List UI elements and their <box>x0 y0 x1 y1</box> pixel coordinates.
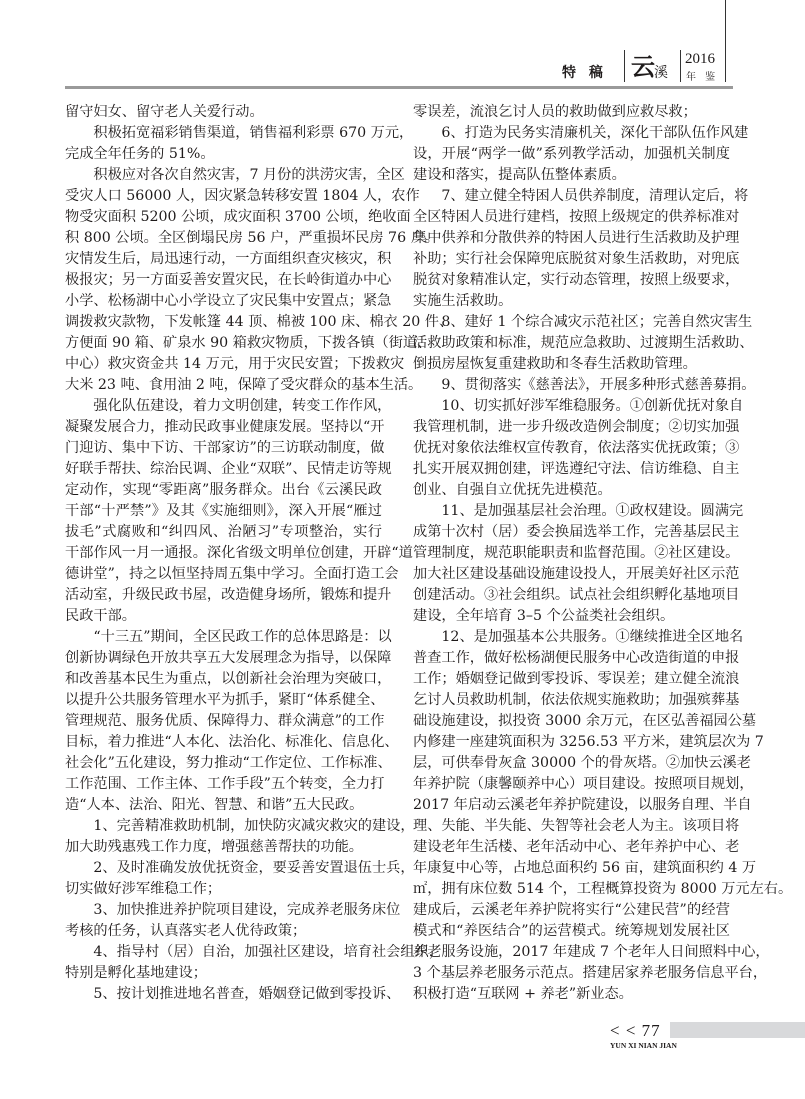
text-line: 养老服务设施，2017 年建成 7 个老年人日间照料中心， <box>413 944 770 960</box>
text-line: 切实做好涉军维稳工作； <box>65 881 222 897</box>
text-line: 以提升公共服务管理水平为抓手，紧盯“体系健全、 <box>65 692 385 708</box>
text-line: 凝聚发展合力，推动民政事业健康发展。坚持以“开 <box>65 419 385 435</box>
text-line: 大米 23 吨、食用油 2 吨，保障了受灾群众的基本生活。 <box>65 377 423 393</box>
text-line: 建设老年生活楼、老年活动中心、老年养护中心、老 <box>413 839 740 855</box>
text-line: 7、建立健全特困人员供养制度，清理认定后，将 <box>441 188 749 204</box>
text-line: 优抚对象依法维权宣传教育，依法落实优抚政策；③ <box>413 440 740 456</box>
section-label: 特 稿 <box>562 65 607 81</box>
text-line: 积 800 公顷。全区倒塌民房 56 户，严重损坏民房 76 户。 <box>65 230 439 246</box>
text-line: 补助；实行社会保障兜底脱贫对象生活救助，对兜底 <box>413 251 740 267</box>
text-line: 定动作，实现“零距离”服务群众。出台《云溪民政 <box>65 482 382 498</box>
text-line: 实施生活救助。 <box>413 293 513 309</box>
right-column <box>413 102 793 1005</box>
text-line: 小学、松杨湖中心小学设立了灾民集中安置点；紧急 <box>65 293 392 309</box>
text-line: 集中供养和分散供养的特困人员进行生活救助及护理 <box>413 230 740 246</box>
text-line: 10、切实抓好涉军维稳服务。①创新优抚对象自 <box>441 398 744 414</box>
paragraph <box>65 102 382 123</box>
text-line: 5、按计划推进地名普查，婚姻登记做到零投诉、 <box>93 986 401 1002</box>
text-line: 方便面 90 箱、矿泉水 90 箱救灾物质，下拨各镇（街道、 <box>65 335 432 351</box>
text-line: 内修建一座建筑面积为 3256.53 平方米，建筑层次为 7 <box>413 734 764 750</box>
text-line: 工作；婚姻登记做到零投诉、零误差；建立健全流浪 <box>413 671 740 687</box>
text-line: 拔毛”式腐败和“纠四风、治陋习”专项整治，实行 <box>65 524 382 540</box>
text-line: 础设施建设，拟投资 3000 余万元，在区弘善福园公墓 <box>413 713 757 729</box>
text-line: 普查工作，做好松杨湖便民服务中心改造街道的申报 <box>413 650 740 666</box>
text-line: 设，开展“两学一做”系列教学活动，加强机关制度 <box>413 146 730 162</box>
text-line: 积极应对各次自然灾害，7 月份的洪涝灾害，全区 <box>93 167 405 183</box>
text-line: 倒损房屋恢复重建救助和冬春生活救助管理。 <box>413 356 697 372</box>
paragraph <box>413 627 793 1005</box>
text-line: 加大社区建设基础设施建设投人，开展美好社区示范 <box>413 566 740 582</box>
logo-xi: 溪 <box>654 65 668 81</box>
text-line: 物受灾面积 5200 公顷，成灾面积 3700 公顷，绝收面 <box>65 209 411 225</box>
text-line: 11、是加强基层社会治理。①政权建设。圆满完 <box>441 503 744 519</box>
text-line: 6、打造为民务实清廉机关，深化干部队伍作风建 <box>441 125 749 141</box>
header-divider <box>725 0 726 82</box>
text-line: 积极打造“互联网 + 养老”新业态。 <box>413 986 633 1002</box>
paragraph <box>413 396 744 501</box>
header-divider <box>624 50 625 82</box>
paragraph <box>65 816 415 858</box>
text-line: 管理制度，规范职能职责和监督范围。②社区建设。 <box>413 545 740 561</box>
text-line: ㎡，拥有床位数 514 个，工程概算投资为 8000 万元左右。 <box>413 881 793 897</box>
paragraph <box>65 627 399 816</box>
text-line: 中心）救灾资金共 14 万元，用于灾民安置；下拨救灾 <box>65 356 405 372</box>
text-line: 扎实开展双拥创建，评选遵纪守法、信访维稳、自主 <box>413 461 740 477</box>
text-line: 3、加快推进养护院项目建设，完成养老服务床位 <box>93 902 401 918</box>
paragraph <box>65 984 401 1005</box>
paragraph <box>65 396 413 627</box>
text-line: 创新协调绿色开放共享五大发展理念为指导，以保障 <box>65 650 392 666</box>
text-line: 9、贯彻落实《慈善法》，开展多种形式慈善募捐。 <box>441 377 756 393</box>
text-line: 干部“十严禁”》及其《实施细则》，深入开展“雁过 <box>65 503 382 519</box>
text-line: 加大助残惠残工作力度，增强慈善帮扶的功能。 <box>65 839 363 855</box>
paragraph <box>413 123 749 186</box>
paragraph <box>413 312 754 375</box>
text-line: 灾情发生后，局迅速行动，一方面组织查灾核灾，积 <box>65 251 392 267</box>
yearbook-label: 年 鉴 <box>686 72 719 83</box>
text-line: 好联手帮扶、综治民调、企业“双联”、民情走访等规 <box>65 461 392 477</box>
text-line: 成第十次村（居）委会换届选举工作，完善基层民主 <box>413 524 740 540</box>
text-line: 4、指导村（居）自治，加强社区建设，培育社会组织， <box>93 944 443 960</box>
text-line: 民政干部。 <box>65 608 136 624</box>
text-line: 模式和“养医结合”的运营模式。统筹规划发展社区 <box>413 923 730 939</box>
text-line: 门迎访、集中下访、干部家访”的三访联动制度，做 <box>65 440 385 456</box>
paragraph <box>65 942 443 984</box>
yearbook-year: 2016 <box>685 51 715 67</box>
text-line: 建设和落实，提高队伍整体素质。 <box>413 167 626 183</box>
text-line: 受灾人口 56000 人，因灾紧急转移安置 1804 人，农作 <box>65 188 420 204</box>
text-line: 3 个基层养老服务示范点。搭建居家养老服务信息平台， <box>413 965 768 981</box>
left-column <box>65 102 454 1005</box>
text-line: 管理规范、服务优质、保障得力、群众满意”的工作 <box>65 713 385 729</box>
page-number: < < 77 <box>610 1021 661 1040</box>
text-line: 层，可供奉骨灰盒 30000 个的骨灰塔。②加快云溪老 <box>413 755 751 771</box>
footer-bar <box>670 1022 805 1038</box>
text-line: 特别是孵化基地建设； <box>65 965 207 981</box>
paragraph <box>413 375 756 396</box>
text-line: 8、建好 1 个综合减灾示范社区；完善自然灾害生 <box>441 314 753 330</box>
text-line: 完成全年任务的 51%。 <box>65 146 215 162</box>
text-line: 创建活动。③社会组织。试点社会组织孵化基地项目 <box>413 587 740 603</box>
text-line: 造“人本、法治、阳光、智慧、和谐”五大民政。 <box>65 797 364 813</box>
paragraph <box>65 165 454 396</box>
text-line: 12、是加强基本公共服务。①继续推进全区地名 <box>441 629 744 645</box>
text-line: 工作范围、工作主体、工作手段”五个转变，全力打 <box>65 776 385 792</box>
text-line: 干部作风一月一通报。深化省级文明单位创建，开辟“道 <box>65 545 413 561</box>
text-line: 德讲堂”，持之以恒坚持周五集中学习。全面打造工会 <box>65 566 399 582</box>
text-line: 建设，全年培育 3–5 个公益类社会组织。 <box>413 608 675 624</box>
text-line: 强化队伍建设，着力文明创建，转变工作作风， <box>93 398 392 414</box>
paragraph <box>413 501 744 627</box>
text-line: 2017 年启动云溪老年养护院建设，以服务自理、半自 <box>413 797 752 813</box>
paragraph <box>65 900 401 942</box>
header-divider <box>680 50 681 82</box>
text-line: 考核的任务，认真落实老人优待政策； <box>65 923 307 939</box>
publication-name: YUN XI NIAN JIAN <box>610 1041 677 1050</box>
paragraph <box>413 186 749 312</box>
text-line: 全区特困人员进行建档，按照上级规定的供养标准对 <box>413 209 740 225</box>
paragraph <box>65 858 415 900</box>
text-line: 2、及时准确发放优抚资金，要妥善安置退伍士兵， <box>93 860 415 876</box>
text-line: 我管理机制，进一步升级改造例会制度；②切实加强 <box>413 419 740 435</box>
text-line: 和改善基本民生为重点，以创新社会治理为突破口， <box>65 671 392 687</box>
text-line: 年康复中心等，占地总面积约 56 亩，建筑面积约 4 万 <box>413 860 757 876</box>
text-line: 积极拓宽福彩销售渠道，销售福利彩票 670 万元， <box>93 125 414 141</box>
text-line: 调拨救灾款物，下发帐篷 44 顶、棉被 100 床、棉衣 20 件、 <box>65 314 454 330</box>
text-line: 活动室，升级民政书屋，改造健身场所，锻炼和提升 <box>65 587 392 603</box>
header-rule <box>65 86 733 89</box>
text-line: “十三五”期间，全区民政工作的总体思路是：以 <box>93 629 392 645</box>
text-line: 1、完善精准救助机制，加快防灾减灾救灾的建设， <box>93 818 415 834</box>
paragraph <box>65 123 414 165</box>
text-line: 脱贫对象精准认定，实行动态管理，按照上级要求， <box>413 272 740 288</box>
text-line: 极报灾；另一方面妥善安置灾民，在长岭街道办中心 <box>65 272 392 288</box>
paragraph <box>413 102 730 123</box>
logo-yun: 云 <box>631 52 655 81</box>
text-line: 年养护院（康馨颐养中心）项目建设。按照项目规划， <box>413 776 754 792</box>
text-line: 理、失能、半失能、失智等社会老人为主。该项目将 <box>413 818 740 834</box>
text-line: 零误差，流浪乞讨人员的救助做到应救尽救； <box>413 104 697 120</box>
text-line: 目标，着力推进“人本化、法治化、标准化、信息化、 <box>65 734 399 750</box>
text-line: 社会化”五化建设，努力推动“工作定位、工作标准、 <box>65 755 392 771</box>
text-line: 创业、自强自立优抚先进模范。 <box>413 482 612 498</box>
text-line: 建成后，云溪老年养护院将实行“公建民营”的经营 <box>413 902 730 918</box>
text-line: 留守妇女、留守老人关爱行动。 <box>65 104 264 120</box>
text-line: 活救助政策和标准，规范应急救助、过渡期生活救助、 <box>413 335 754 351</box>
text-line: 乞讨人员救助机制，依法依规实施救助；加强殡葬基 <box>413 692 740 708</box>
